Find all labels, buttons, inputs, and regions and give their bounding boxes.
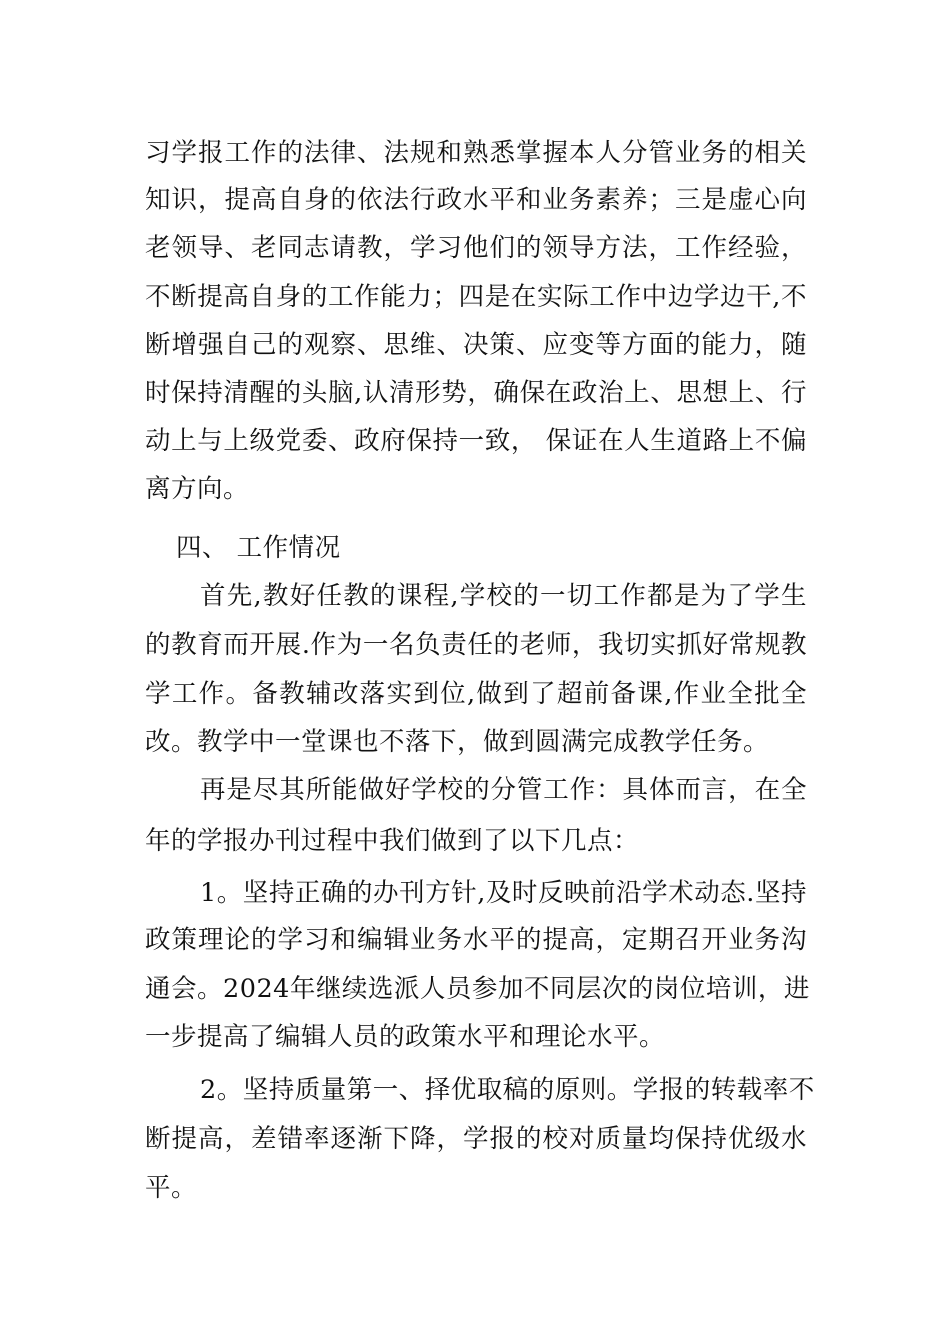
paragraph-first-line: 首先,教好任教的课程,学校的一切工作都是为了学生 <box>200 581 807 611</box>
text-line: 的教育而开展.作为一名负责任的老师，我切实抓好常规教 <box>145 630 807 660</box>
text-line: 一步提高了编辑人员的政策水平和理论水平。 <box>145 1022 666 1052</box>
section-heading: 四、 工作情况 <box>176 533 341 563</box>
text-line: 学工作。备教辅改落实到位,做到了超前备课,作业全批全 <box>145 679 807 709</box>
text-line: 通会。2024年继续选派人员参加不同层次的岗位培训，进 <box>145 974 810 1004</box>
list-item-2-first-line: 2。坚持质量第一、择优取稿的原则。学报的转载率不 <box>200 1075 815 1105</box>
text-line: 不断提高自身的工作能力；四是在实际工作中边学边干,不 <box>145 282 807 312</box>
text-line: 老领导、老同志请教，学习他们的领导方法，工作经验， <box>145 233 807 263</box>
text-line: 离方向。 <box>145 474 250 504</box>
text-line: 动上与上级党委、政府保持一致， 保证在人生道路上不偏 <box>145 426 807 456</box>
list-item-1-first-line: 1。坚持正确的办刊方针,及时反映前沿学术动态.坚持 <box>200 878 807 908</box>
text-line: 习学报工作的法律、法规和熟悉掌握本人分管业务的相关 <box>145 138 807 168</box>
text-line: 政策理论的学习和编辑业务水平的提高，定期召开业务沟 <box>145 925 807 955</box>
paragraph-first-line: 再是尽其所能做好学校的分管工作：具体而言，在全 <box>200 775 807 805</box>
text-line: 年的学报办刊过程中我们做到了以下几点： <box>145 826 640 856</box>
text-line: 断增强自己的观察、思维、决策、应变等方面的能力，随 <box>145 330 807 360</box>
text-line: 平。 <box>145 1173 198 1203</box>
text-line: 改。教学中一堂课也不落下，做到圆满完成教学任务。 <box>145 727 770 757</box>
text-line: 时保持清醒的头脑,认清形势，确保在政治上、思想上、行 <box>145 378 807 408</box>
text-line: 知识，提高自身的依法行政水平和业务素养；三是虚心向 <box>145 185 807 215</box>
text-line: 断提高，差错率逐渐下降，学报的校对质量均保持优级水 <box>145 1124 807 1154</box>
